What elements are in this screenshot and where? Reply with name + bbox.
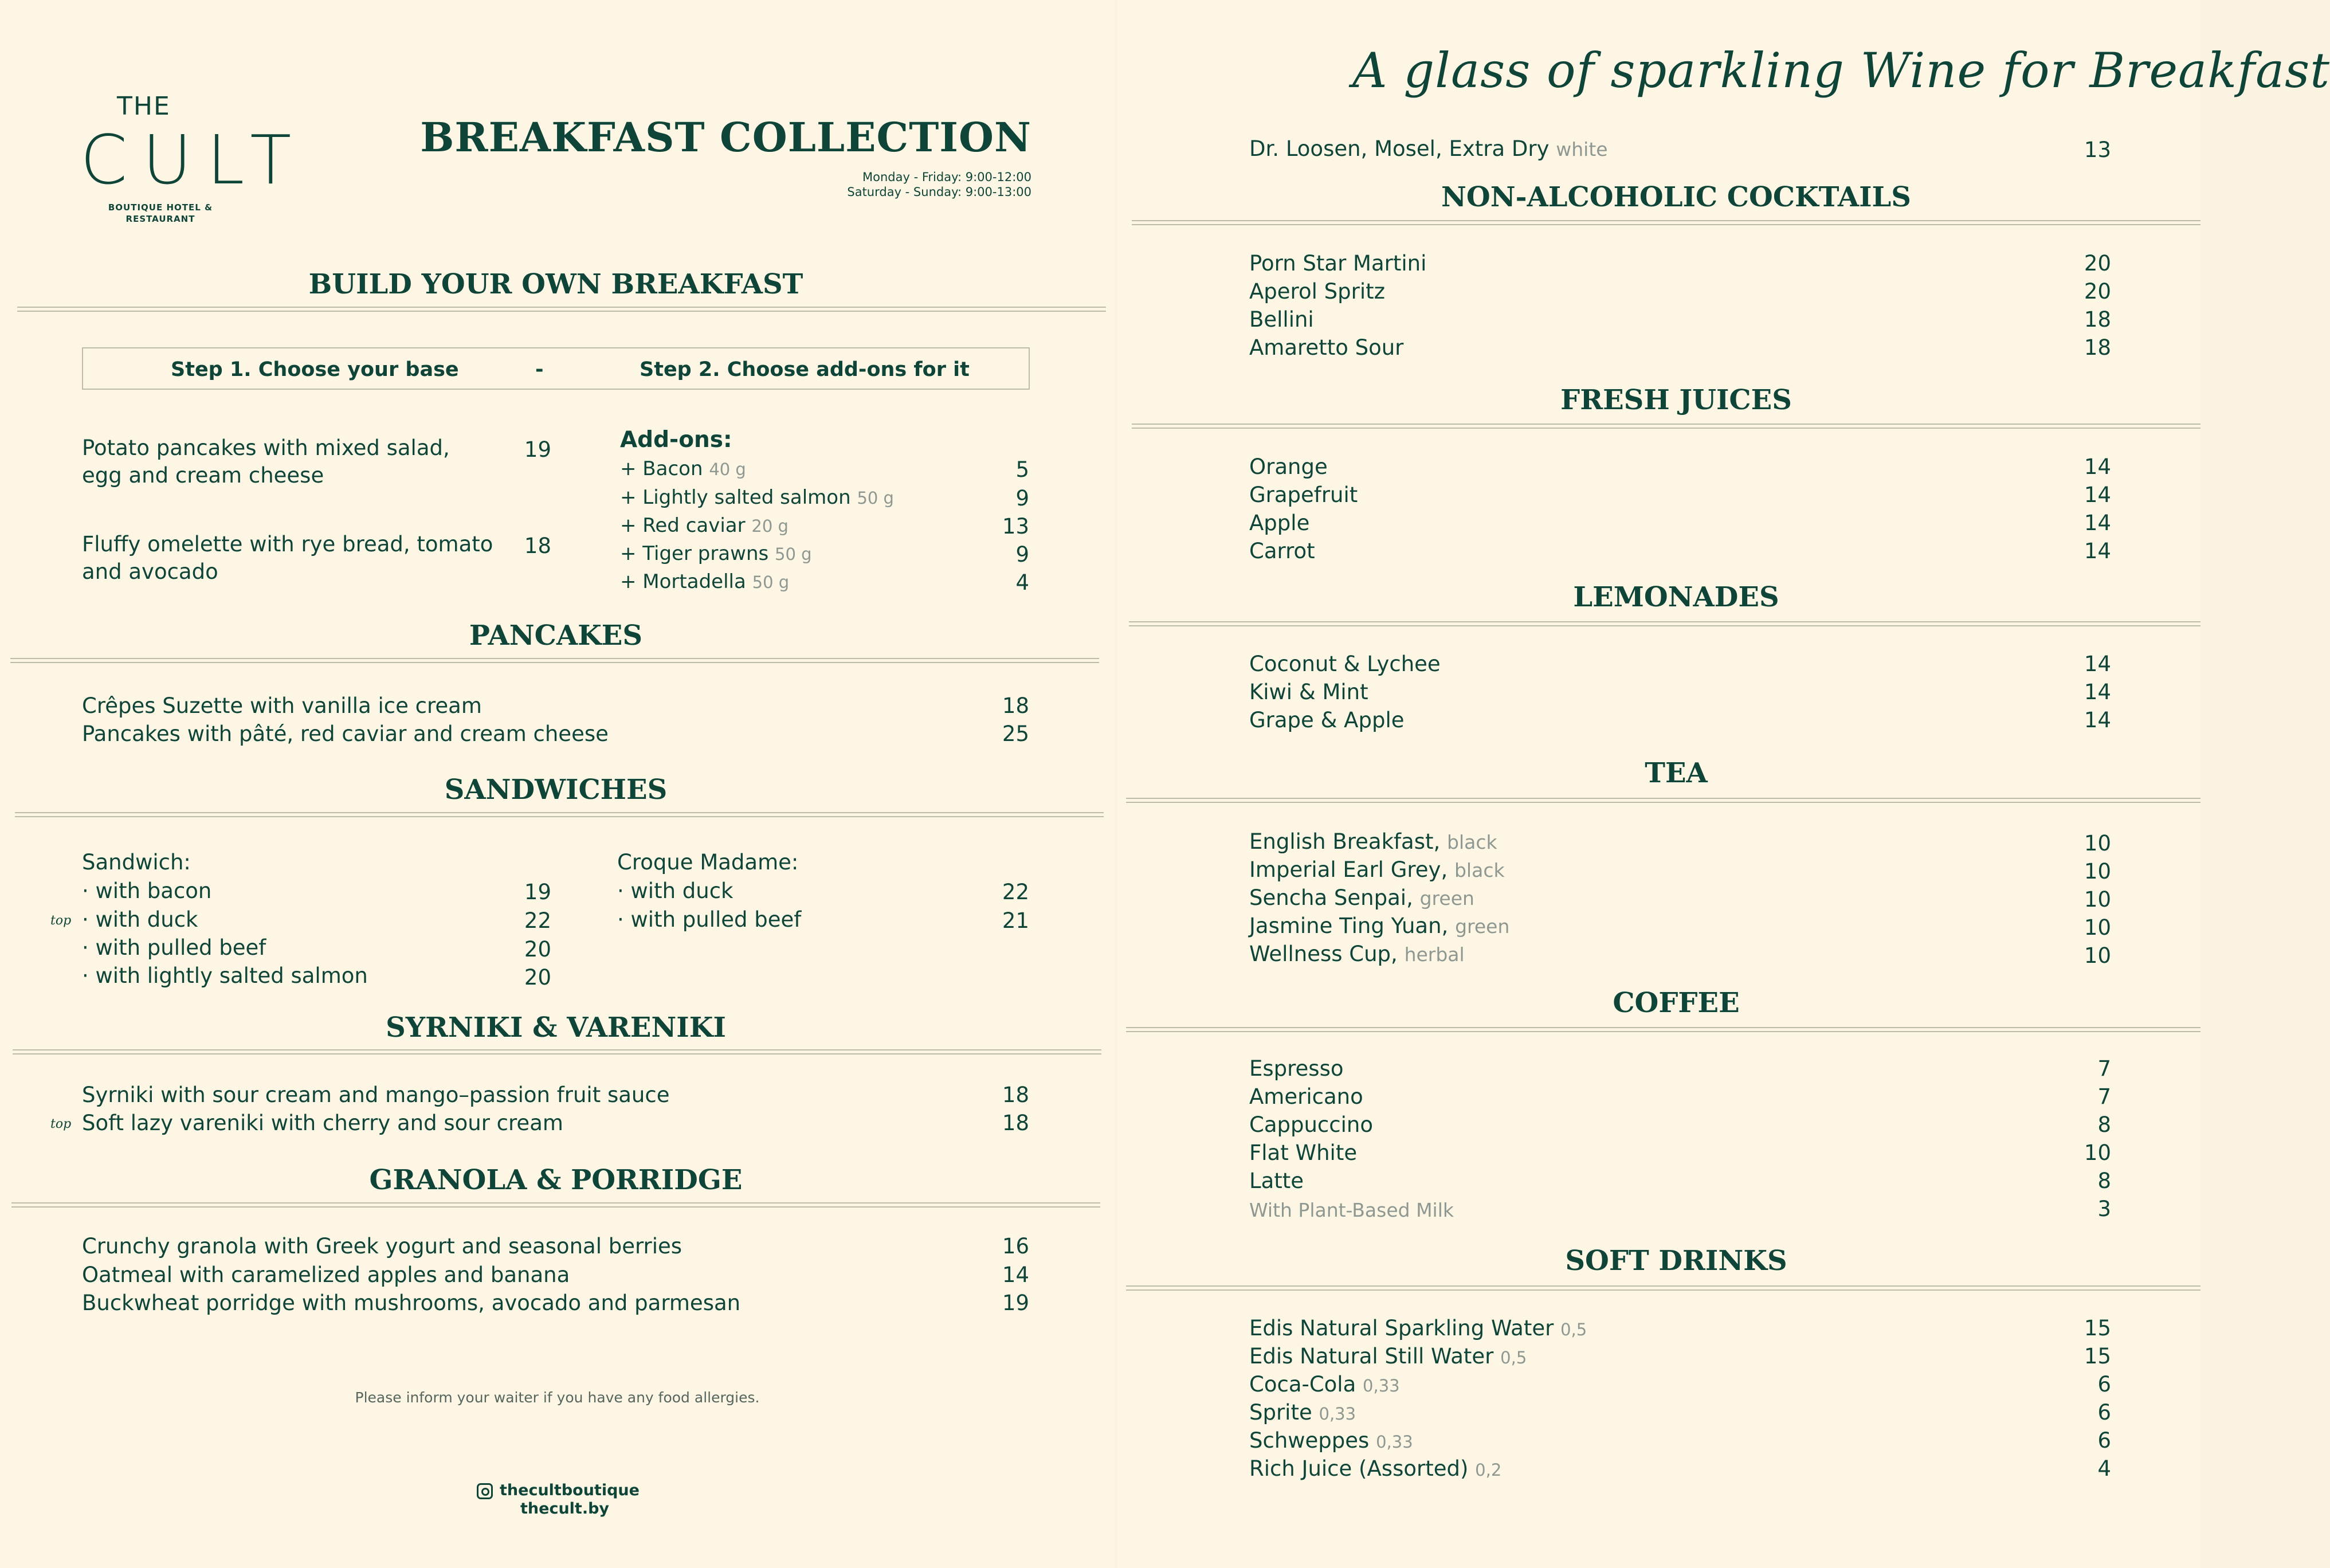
menu-item: Crêpes Suzette with vanilla ice cream xyxy=(82,693,482,718)
section-heading-sandwiches: SANDWICHES xyxy=(444,774,668,806)
hours-weekend: Saturday - Sunday: 9:00-13:00 xyxy=(847,185,1031,199)
menu-item-price: 18 xyxy=(1002,1083,1029,1107)
top-badge: top xyxy=(50,1117,72,1131)
section-divider xyxy=(1132,424,2200,429)
drink-name: Sprite xyxy=(1249,1400,1312,1425)
menu-item: Crunchy granola with Greek yogurt and seasonal berries xyxy=(82,1234,682,1259)
menu-item: Kiwi & Mint xyxy=(1249,680,1368,704)
addon-weight: 20 g xyxy=(751,516,789,536)
menu-item: Porn Star Martini xyxy=(1249,251,1427,276)
menu-item-price: 15 xyxy=(2084,1316,2111,1340)
tea-name: Jasmine Ting Yuan, xyxy=(1249,914,1449,938)
drink-volume: 0,33 xyxy=(1363,1376,1400,1395)
menu-item xyxy=(1249,1400,1356,1425)
menu-item: · with duck xyxy=(82,907,198,932)
menu-item xyxy=(1249,1316,1587,1341)
addon-price: 13 xyxy=(1002,514,1029,539)
tea-type: black xyxy=(1447,831,1497,853)
drink-name: Rich Juice (Assorted) xyxy=(1249,1456,1469,1481)
section-divider xyxy=(10,658,1099,663)
menu-item-price: 6 xyxy=(2097,1400,2111,1425)
base-item xyxy=(82,436,450,489)
menu-item: Flat White xyxy=(1249,1140,1358,1165)
menu-item: · with pulled beef xyxy=(617,907,802,932)
menu-item-price: 16 xyxy=(1002,1234,1029,1259)
tea-type: green xyxy=(1455,915,1510,938)
menu-item: · with pulled beef xyxy=(82,935,266,960)
addon-item xyxy=(620,542,812,566)
menu-item-price: 20 xyxy=(524,965,551,990)
tea-type: herbal xyxy=(1404,943,1465,966)
addon-name: + Bacon xyxy=(620,457,703,480)
section-heading-build: BUILD YOUR OWN BREAKFAST xyxy=(308,268,803,300)
wine-note: white xyxy=(1556,138,1608,160)
menu-item-price: 18 xyxy=(1002,1111,1029,1135)
step-separator: - xyxy=(535,358,544,381)
drink-volume: 0,33 xyxy=(1319,1404,1356,1424)
wine-price: 13 xyxy=(2084,138,2111,162)
addon-name: + Tiger prawns xyxy=(620,542,769,565)
step-2-label: Step 2. Choose add-ons for it xyxy=(640,358,970,381)
section-heading-tea: TEA xyxy=(1645,757,1708,789)
section-divider xyxy=(1129,621,2200,626)
menu-item-price: 20 xyxy=(2084,251,2111,276)
menu-item-price: 6 xyxy=(2097,1428,2111,1453)
addon-price: 9 xyxy=(1015,542,1029,567)
menu-item-price: 20 xyxy=(524,937,551,962)
addon-weight: 50 g xyxy=(775,544,812,564)
step-1-label: Step 1. Choose your base xyxy=(171,358,459,381)
addon-item xyxy=(620,514,789,538)
menu-item-price: 10 xyxy=(2084,943,2111,968)
menu-item: Bellini xyxy=(1249,307,1314,332)
section-heading-juices: FRESH JUICES xyxy=(1560,384,1792,416)
website-link[interactable]: thecult.by xyxy=(520,1500,610,1518)
logo xyxy=(80,92,307,229)
menu-item xyxy=(1249,829,1497,854)
addon-price: 4 xyxy=(1015,570,1029,595)
menu-item: · with bacon xyxy=(82,879,212,903)
drink-volume: 0,5 xyxy=(1500,1348,1527,1367)
section-divider xyxy=(1126,1027,2200,1032)
addon-weight: 40 g xyxy=(709,460,746,479)
menu-item xyxy=(1249,1372,1400,1397)
addon-weight: 50 g xyxy=(752,573,790,592)
menu-item-price: 6 xyxy=(2097,1372,2111,1397)
instagram-icon xyxy=(477,1483,493,1499)
drink-name: Edis Natural Sparkling Water xyxy=(1249,1316,1554,1340)
menu-item-price: 10 xyxy=(2084,859,2111,884)
section-heading-pancakes: PANCAKES xyxy=(469,620,643,652)
menu-item xyxy=(1249,1344,1527,1369)
menu-item: Syrniki with sour cream and mango–passion fruit sauce xyxy=(82,1083,670,1107)
menu-item xyxy=(1249,942,1465,967)
menu-item: Orange xyxy=(1249,454,1328,479)
menu-item-price: 14 xyxy=(2084,652,2111,676)
drink-volume: 0,2 xyxy=(1475,1460,1502,1480)
menu-item-price: 14 xyxy=(2084,454,2111,479)
addon-item xyxy=(620,457,746,481)
allergy-notice: Please inform your waiter if you have any food allergies. xyxy=(355,1389,760,1406)
logo-subtitle: BOUTIQUE HOTEL & RESTAURANT xyxy=(108,202,213,224)
menu-item-price: 18 xyxy=(1002,693,1029,718)
menu-item: Espresso xyxy=(1249,1056,1344,1081)
top-badge: top xyxy=(50,914,72,928)
menu-item-price: 10 xyxy=(2084,887,2111,912)
menu-item-price: 22 xyxy=(524,908,551,933)
drink-volume: 0,5 xyxy=(1560,1320,1587,1339)
section-heading-cocktails: NON-ALCOHOLIC COCKTAILS xyxy=(1441,181,1911,213)
menu-item-price: 25 xyxy=(1002,722,1029,746)
menu-item-price: 7 xyxy=(2097,1056,2111,1081)
section-divider xyxy=(1126,1285,2200,1291)
tea-name: English Breakfast, xyxy=(1249,829,1441,854)
wine-name: Dr. Loosen, Mosel, Extra Dry xyxy=(1249,136,1550,161)
addon-name: + Lightly salted salmon xyxy=(620,486,851,509)
sandwich-label: Sandwich: xyxy=(82,850,191,875)
menu-item-price: 4 xyxy=(2097,1456,2111,1481)
hours-weekdays: Monday - Friday: 9:00-12:00 xyxy=(862,170,1031,184)
section-divider xyxy=(1132,220,2200,225)
section-divider xyxy=(15,812,1104,817)
section-heading-lemonades: LEMONADES xyxy=(1573,581,1779,613)
section-divider xyxy=(17,307,1106,312)
wine-item xyxy=(1249,136,1608,162)
menu-item-price: 19 xyxy=(1002,1291,1029,1315)
logo-the: THE xyxy=(117,92,171,121)
menu-item: · with lightly salted salmon xyxy=(82,963,368,988)
menu-item: Carrot xyxy=(1249,539,1315,563)
menu-item: Pancakes with pâté, red caviar and cream cheese xyxy=(82,722,609,746)
tea-name: Wellness Cup, xyxy=(1249,942,1398,966)
section-heading-syrniki: SYRNIKI & VARENIKI xyxy=(386,1012,726,1044)
addon-price: 9 xyxy=(1015,486,1029,511)
menu-item: Americano xyxy=(1249,1084,1363,1109)
addon-item xyxy=(620,486,894,509)
menu-item-price: 15 xyxy=(2084,1344,2111,1369)
menu-item: Buckwheat porridge with mushrooms, avocado and parmesan xyxy=(82,1291,741,1315)
section-divider xyxy=(1126,798,2200,803)
menu-item-price: 8 xyxy=(2097,1112,2111,1137)
addon-name: + Red caviar xyxy=(620,514,746,537)
section-heading-coffee: COFFEE xyxy=(1613,987,1740,1019)
base-item-price: 18 xyxy=(524,534,551,558)
steps-box xyxy=(82,347,1030,390)
plant-milk-price: 3 xyxy=(2097,1197,2111,1221)
tea-name: Sencha Senpai, xyxy=(1249,885,1413,910)
menu-item: Coconut & Lychee xyxy=(1249,652,1441,676)
drink-name: Schweppes xyxy=(1249,1428,1370,1453)
menu-item-price: 22 xyxy=(1002,880,1029,904)
drink-name: Coca-Cola xyxy=(1249,1372,1356,1397)
menu-item-price: 8 xyxy=(2097,1169,2111,1193)
menu-item: Apple xyxy=(1249,511,1310,535)
base-item-name-line2: and avocado xyxy=(82,559,218,585)
base-item-name-line2: egg and cream cheese xyxy=(82,463,324,488)
tea-type: green xyxy=(1419,887,1474,910)
menu-item-price: 21 xyxy=(1002,908,1029,933)
addon-name: + Mortadella xyxy=(620,570,746,593)
menu-item: Aperol Spritz xyxy=(1249,279,1386,304)
menu-item-price: 14 xyxy=(2084,483,2111,507)
menu-item xyxy=(1249,885,1474,911)
menu-item: Latte xyxy=(1249,1169,1304,1193)
menu-item: Oatmeal with caramelized apples and banana xyxy=(82,1263,570,1287)
section-heading-granola: GRANOLA & PORRIDGE xyxy=(369,1164,743,1196)
menu-item: Soft lazy vareniki with cherry and sour cream xyxy=(82,1111,563,1135)
addon-price: 5 xyxy=(1015,457,1029,482)
menu-item xyxy=(1249,857,1505,883)
menu-item: · with duck xyxy=(617,879,733,903)
wine-script-title: A glass of sparkling Wine for Breakfast xyxy=(1352,42,2330,99)
menu-item-price: 10 xyxy=(2084,831,2111,856)
menu-item-price: 10 xyxy=(2084,915,2111,940)
menu-item-price: 18 xyxy=(2084,307,2111,332)
menu-item: Amaretto Sour xyxy=(1249,335,1404,360)
menu-item-price: 7 xyxy=(2097,1084,2111,1109)
menu-item-price: 10 xyxy=(2084,1140,2111,1165)
base-item-price: 19 xyxy=(524,437,551,462)
opening-hours xyxy=(847,170,1031,199)
menu-item-price: 19 xyxy=(524,880,551,904)
base-item xyxy=(82,532,493,585)
menu-item-price: 20 xyxy=(2084,279,2111,304)
instagram-handle[interactable]: thecultboutique xyxy=(500,1481,640,1499)
drink-name: Edis Natural Still Water xyxy=(1249,1344,1494,1369)
section-divider xyxy=(13,1049,1101,1055)
drink-volume: 0,33 xyxy=(1376,1432,1413,1452)
base-item-name-line1: Fluffy omelette with rye bread, tomato xyxy=(82,532,493,556)
addon-weight: 50 g xyxy=(857,488,894,508)
menu-item-price: 14 xyxy=(2084,708,2111,732)
base-item-name-line1: Potato pancakes with mixed salad, xyxy=(82,436,450,460)
section-divider xyxy=(11,1202,1100,1208)
plant-milk-option: With Plant-Based Milk xyxy=(1249,1199,1454,1221)
menu-item-price: 14 xyxy=(1002,1263,1029,1287)
menu-item xyxy=(1249,914,1509,939)
croque-label: Croque Madame: xyxy=(617,850,799,875)
section-heading-soft-drinks: SOFT DRINKS xyxy=(1565,1245,1787,1277)
menu-item: Grapefruit xyxy=(1249,483,1358,507)
tea-name: Imperial Earl Grey, xyxy=(1249,857,1448,882)
menu-item xyxy=(1249,1428,1413,1453)
tea-type: black xyxy=(1454,859,1505,881)
addons-label: Add-ons: xyxy=(620,427,732,453)
addon-item xyxy=(620,570,789,594)
menu-item-price: 18 xyxy=(2084,335,2111,360)
menu-page-food xyxy=(0,0,1115,1568)
menu-item-price: 14 xyxy=(2084,539,2111,563)
menu-item: Cappuccino xyxy=(1249,1112,1373,1137)
menu-item xyxy=(1249,1456,1501,1481)
menu-item-price: 14 xyxy=(2084,511,2111,535)
menu-item-price: 14 xyxy=(2084,680,2111,704)
page-title: BREAKFAST COLLECTION xyxy=(420,113,1031,161)
logo-cult: CULT xyxy=(80,120,307,199)
menu-item: Grape & Apple xyxy=(1249,708,1405,732)
